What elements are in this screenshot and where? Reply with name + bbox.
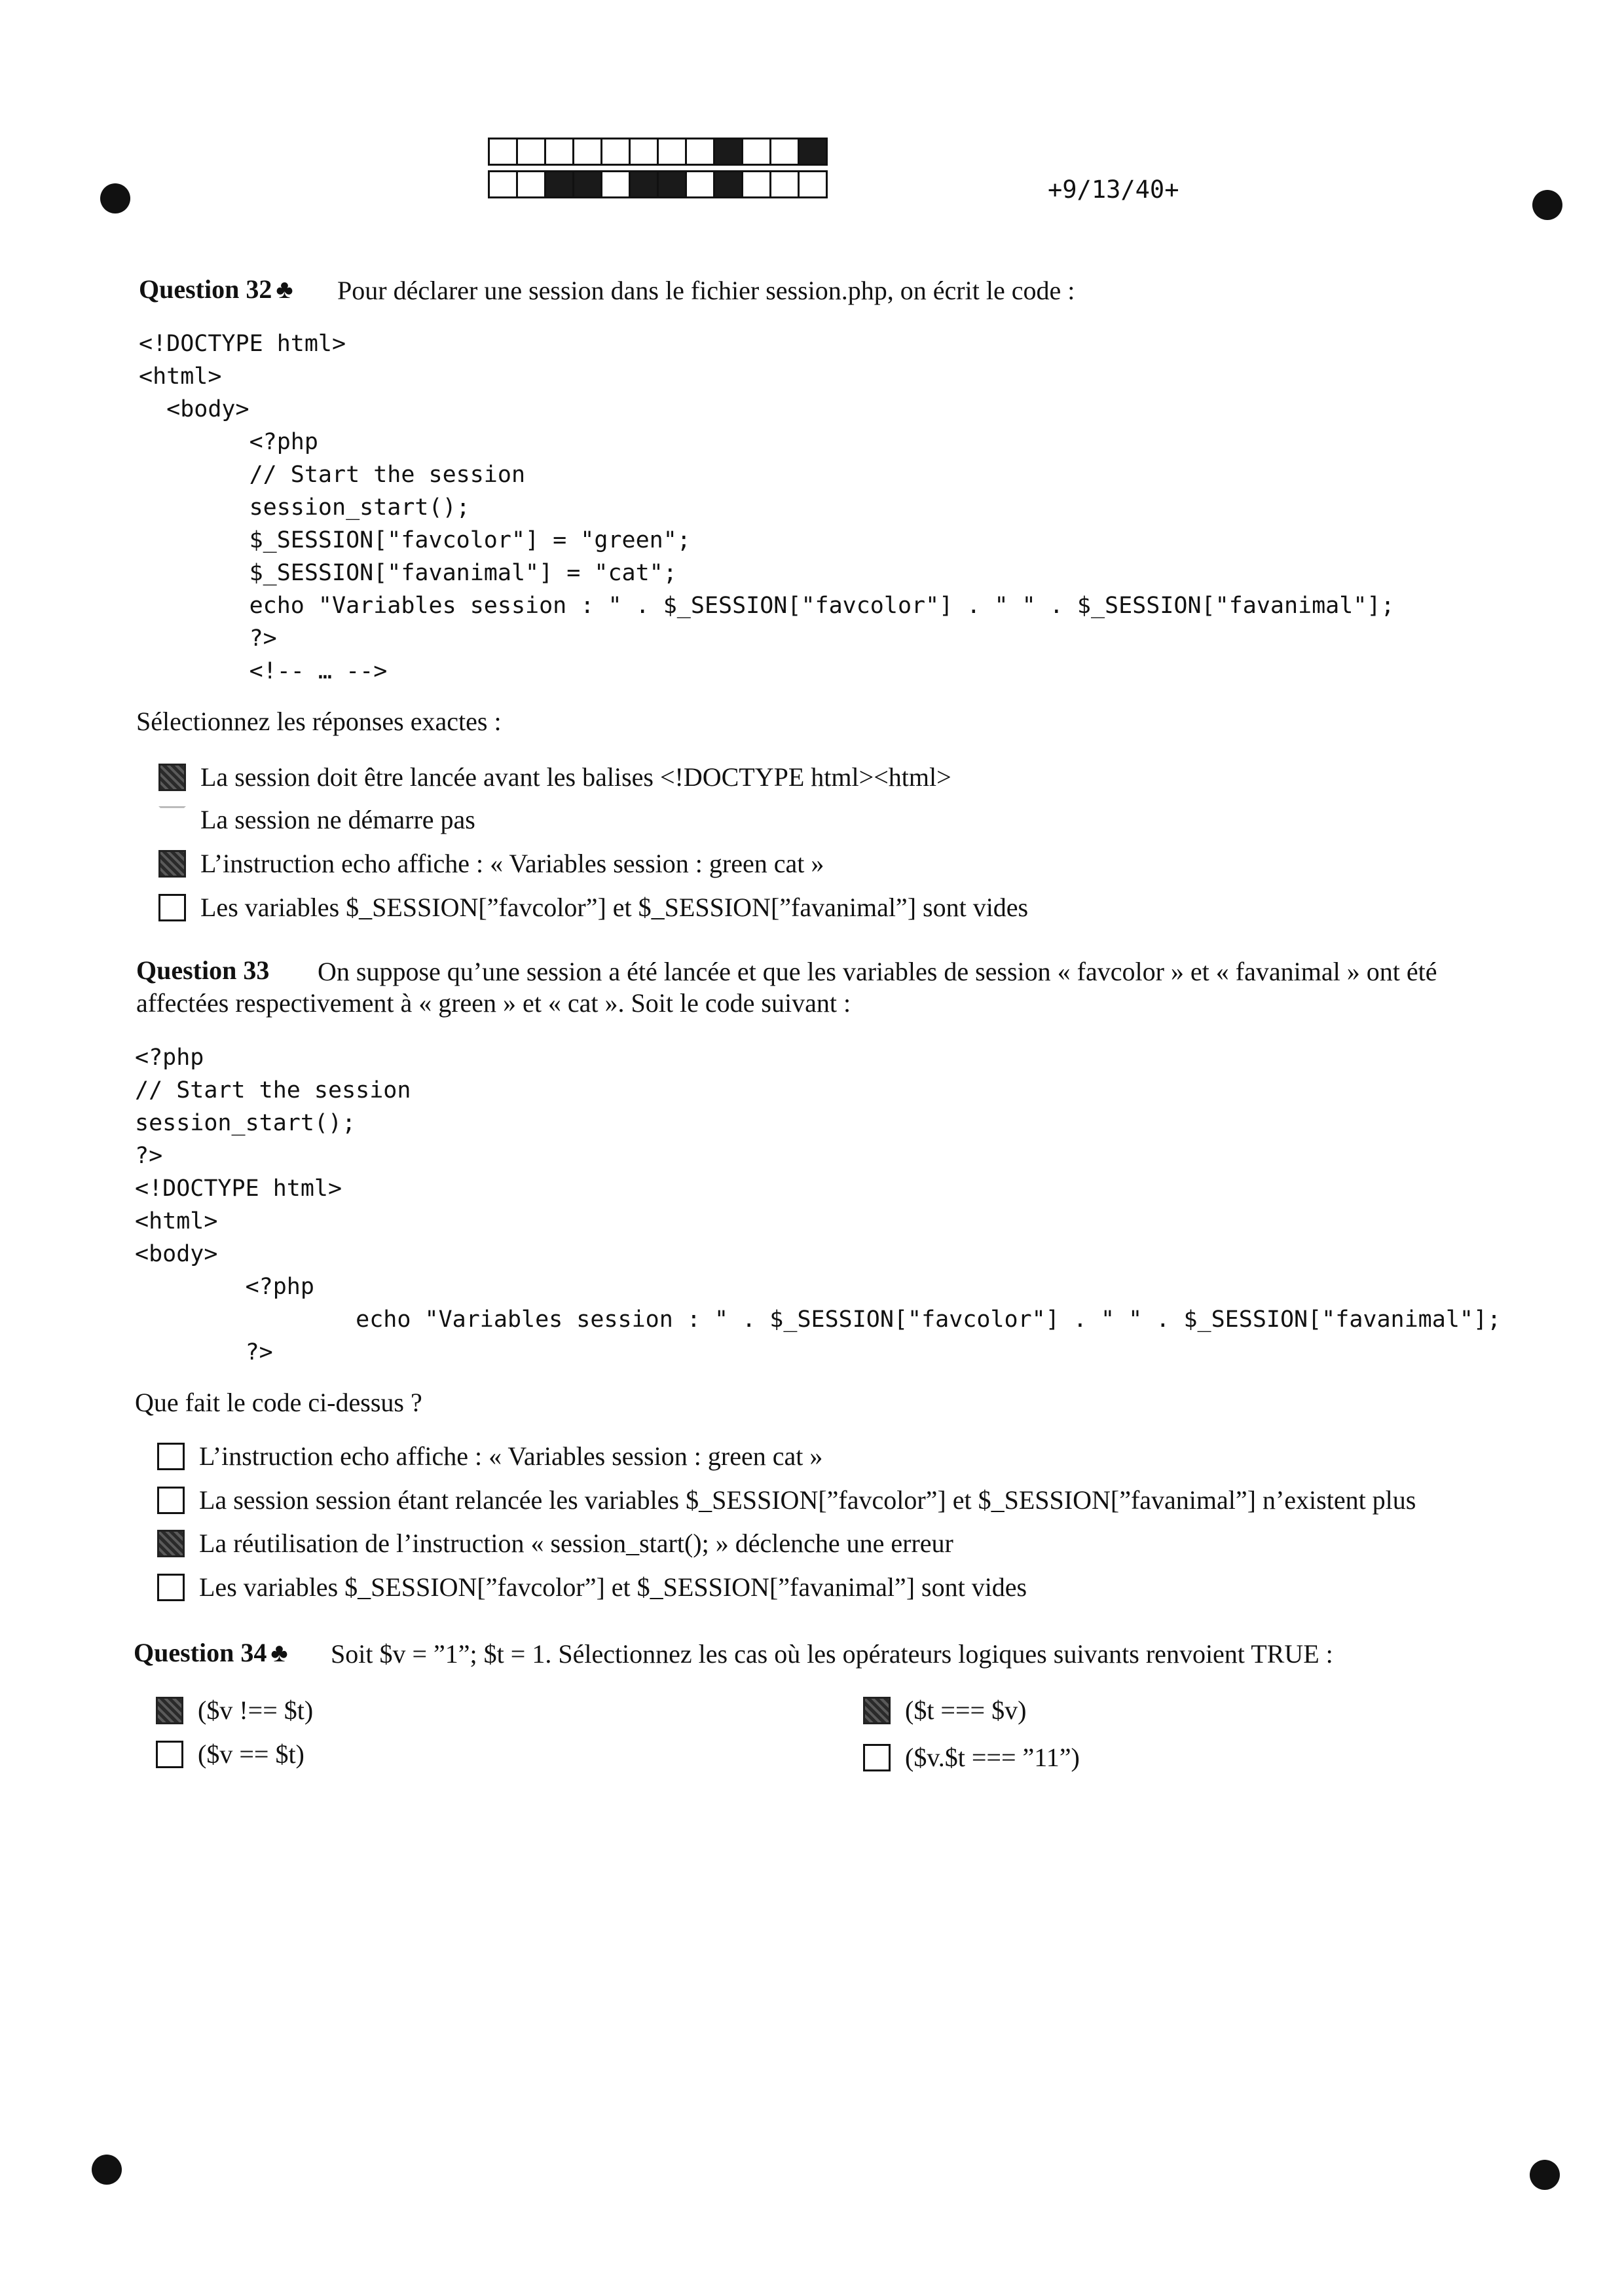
question-34-text: Soit $v = ”1”; $t = 1. Sélectionnez les cas où les opérateurs logiques suivants renvoient TRUE :: [331, 1639, 1333, 1669]
answer-checkbox[interactable]: [157, 1574, 185, 1601]
question-33-code: <?php // Start the session session_start(); ?> <!DOCTYPE html> <html> <body> <?php echo "Variables session : " . $_SESSION["favcolor"] . " " . $_SESSION["favanimal"]; ?>: [135, 1045, 1502, 1365]
q32-option-2[interactable]: [158, 804, 475, 835]
answer-checkbox[interactable]: [158, 806, 186, 834]
question-number: Question 32: [139, 274, 272, 304]
q32-option-1[interactable]: [158, 762, 951, 792]
id-box-cell: [741, 138, 771, 166]
id-box-row-2: [488, 170, 826, 198]
id-box-cell: [544, 138, 574, 166]
question-32-code: <!DOCTYPE html> <html> <body> <?php // Start the session session_start(); $_SESSION["favcolor"] = "green"; $_SESSION["favanimal"] = "cat"; echo "Variables session : " . $_SESSION["favcolor"] . " " . $_SESSION["favanimal"]; ?> <!-- … -->: [139, 331, 1395, 684]
option-label: Les variables $_SESSION[”favcolor”] et $_SESSION[”favanimal”] sont vides: [200, 893, 1029, 922]
q34-option-4[interactable]: [863, 1742, 1080, 1773]
id-box-cell: [600, 138, 631, 166]
option-label: La réutilisation de l’instruction « session_start(); » déclenche une erreur: [199, 1528, 953, 1558]
id-box-cell: [488, 170, 518, 198]
registration-mark-bottom-right: [1530, 2160, 1560, 2190]
q33-option-1[interactable]: [157, 1441, 822, 1472]
club-icon: ♣: [270, 1638, 288, 1667]
question-32-text: Pour déclarer une session dans le fichier session.php, on écrit le code :: [337, 276, 1075, 305]
question-34-header: [134, 1637, 288, 1668]
option-label: ($t === $v): [905, 1695, 1027, 1725]
id-box-cell: [713, 138, 743, 166]
id-box-row-1: [488, 138, 826, 166]
answer-checkbox[interactable]: [158, 894, 186, 921]
q34-option-3[interactable]: [156, 1739, 304, 1769]
id-box-cell: [798, 170, 828, 198]
question-33-text-line-1: On suppose qu’une session a été lancée et que les variables de session « favcolor » et « favanimal » ont été: [318, 957, 1437, 986]
option-label: L’instruction echo affiche : « Variables session : green cat »: [200, 849, 824, 878]
id-box-cell: [629, 138, 659, 166]
answer-checkbox[interactable]: [156, 1741, 183, 1768]
page-identifier: +9/13/40+: [1048, 176, 1179, 204]
question-number: Question 34: [134, 1638, 267, 1667]
registration-mark-top-right: [1532, 190, 1562, 220]
question-33-prompt: Que fait le code ci-dessus ?: [135, 1388, 422, 1417]
option-label: ($v.$t === ”11”): [905, 1743, 1080, 1772]
id-box-cell: [713, 170, 743, 198]
q32-option-4[interactable]: [158, 892, 1028, 923]
question-32-header: [139, 274, 293, 305]
id-box-cell: [629, 170, 659, 198]
id-box-cell: [600, 170, 631, 198]
option-label: ($v !== $t): [198, 1695, 314, 1725]
id-box-cell: [769, 138, 800, 166]
id-box-cell: [516, 170, 546, 198]
answer-checkbox[interactable]: [157, 1487, 185, 1514]
option-label: Les variables $_SESSION[”favcolor”] et $_SESSION[”favanimal”] sont vides: [199, 1572, 1027, 1602]
q34-option-2[interactable]: [863, 1695, 1026, 1726]
option-label: La session ne démarre pas: [200, 805, 475, 834]
club-icon: ♣: [276, 274, 293, 304]
id-box-cell: [685, 170, 715, 198]
option-label: L’instruction echo affiche : « Variables session : green cat »: [199, 1441, 823, 1471]
q33-option-2[interactable]: [157, 1485, 1416, 1515]
registration-mark-top-left: [100, 183, 130, 213]
id-box-cell: [769, 170, 800, 198]
id-box-cell: [572, 170, 602, 198]
answer-checkbox[interactable]: [156, 1697, 183, 1724]
option-label: La session session étant relancée les variables $_SESSION[”favcolor”] et $_SESSION[”favanimal”] n’existent plus: [199, 1485, 1416, 1515]
answer-checkbox[interactable]: [157, 1443, 185, 1470]
answer-checkbox[interactable]: [158, 764, 186, 791]
id-box-cell: [685, 138, 715, 166]
id-box-cell: [572, 138, 602, 166]
q34-option-1[interactable]: [156, 1695, 313, 1726]
id-box-cell: [798, 138, 828, 166]
id-box-cell: [516, 138, 546, 166]
question-33-header: [136, 955, 269, 986]
id-box-cell: [741, 170, 771, 198]
answer-checkbox[interactable]: [863, 1744, 891, 1771]
registration-mark-bottom-left: [92, 2155, 122, 2185]
option-label: La session doit être lancée avant les balises <!DOCTYPE html><html>: [200, 762, 951, 792]
q32-option-3[interactable]: [158, 848, 824, 879]
q33-option-4[interactable]: [157, 1572, 1027, 1602]
question-33-text-line-2: affectées respectivement à « green » et « cat ». Soit le code suivant :: [136, 988, 851, 1018]
question-number: Question 33: [136, 955, 270, 985]
id-box-cell: [488, 138, 518, 166]
answer-checkbox[interactable]: [863, 1697, 891, 1724]
q33-option-3[interactable]: [157, 1528, 953, 1559]
question-32-prompt: Sélectionnez les réponses exactes :: [136, 707, 502, 736]
option-label: ($v == $t): [198, 1739, 304, 1769]
id-box-cell: [544, 170, 574, 198]
answer-checkbox[interactable]: [158, 850, 186, 878]
id-box-cell: [657, 170, 687, 198]
id-box-cell: [657, 138, 687, 166]
answer-checkbox[interactable]: [157, 1530, 185, 1557]
